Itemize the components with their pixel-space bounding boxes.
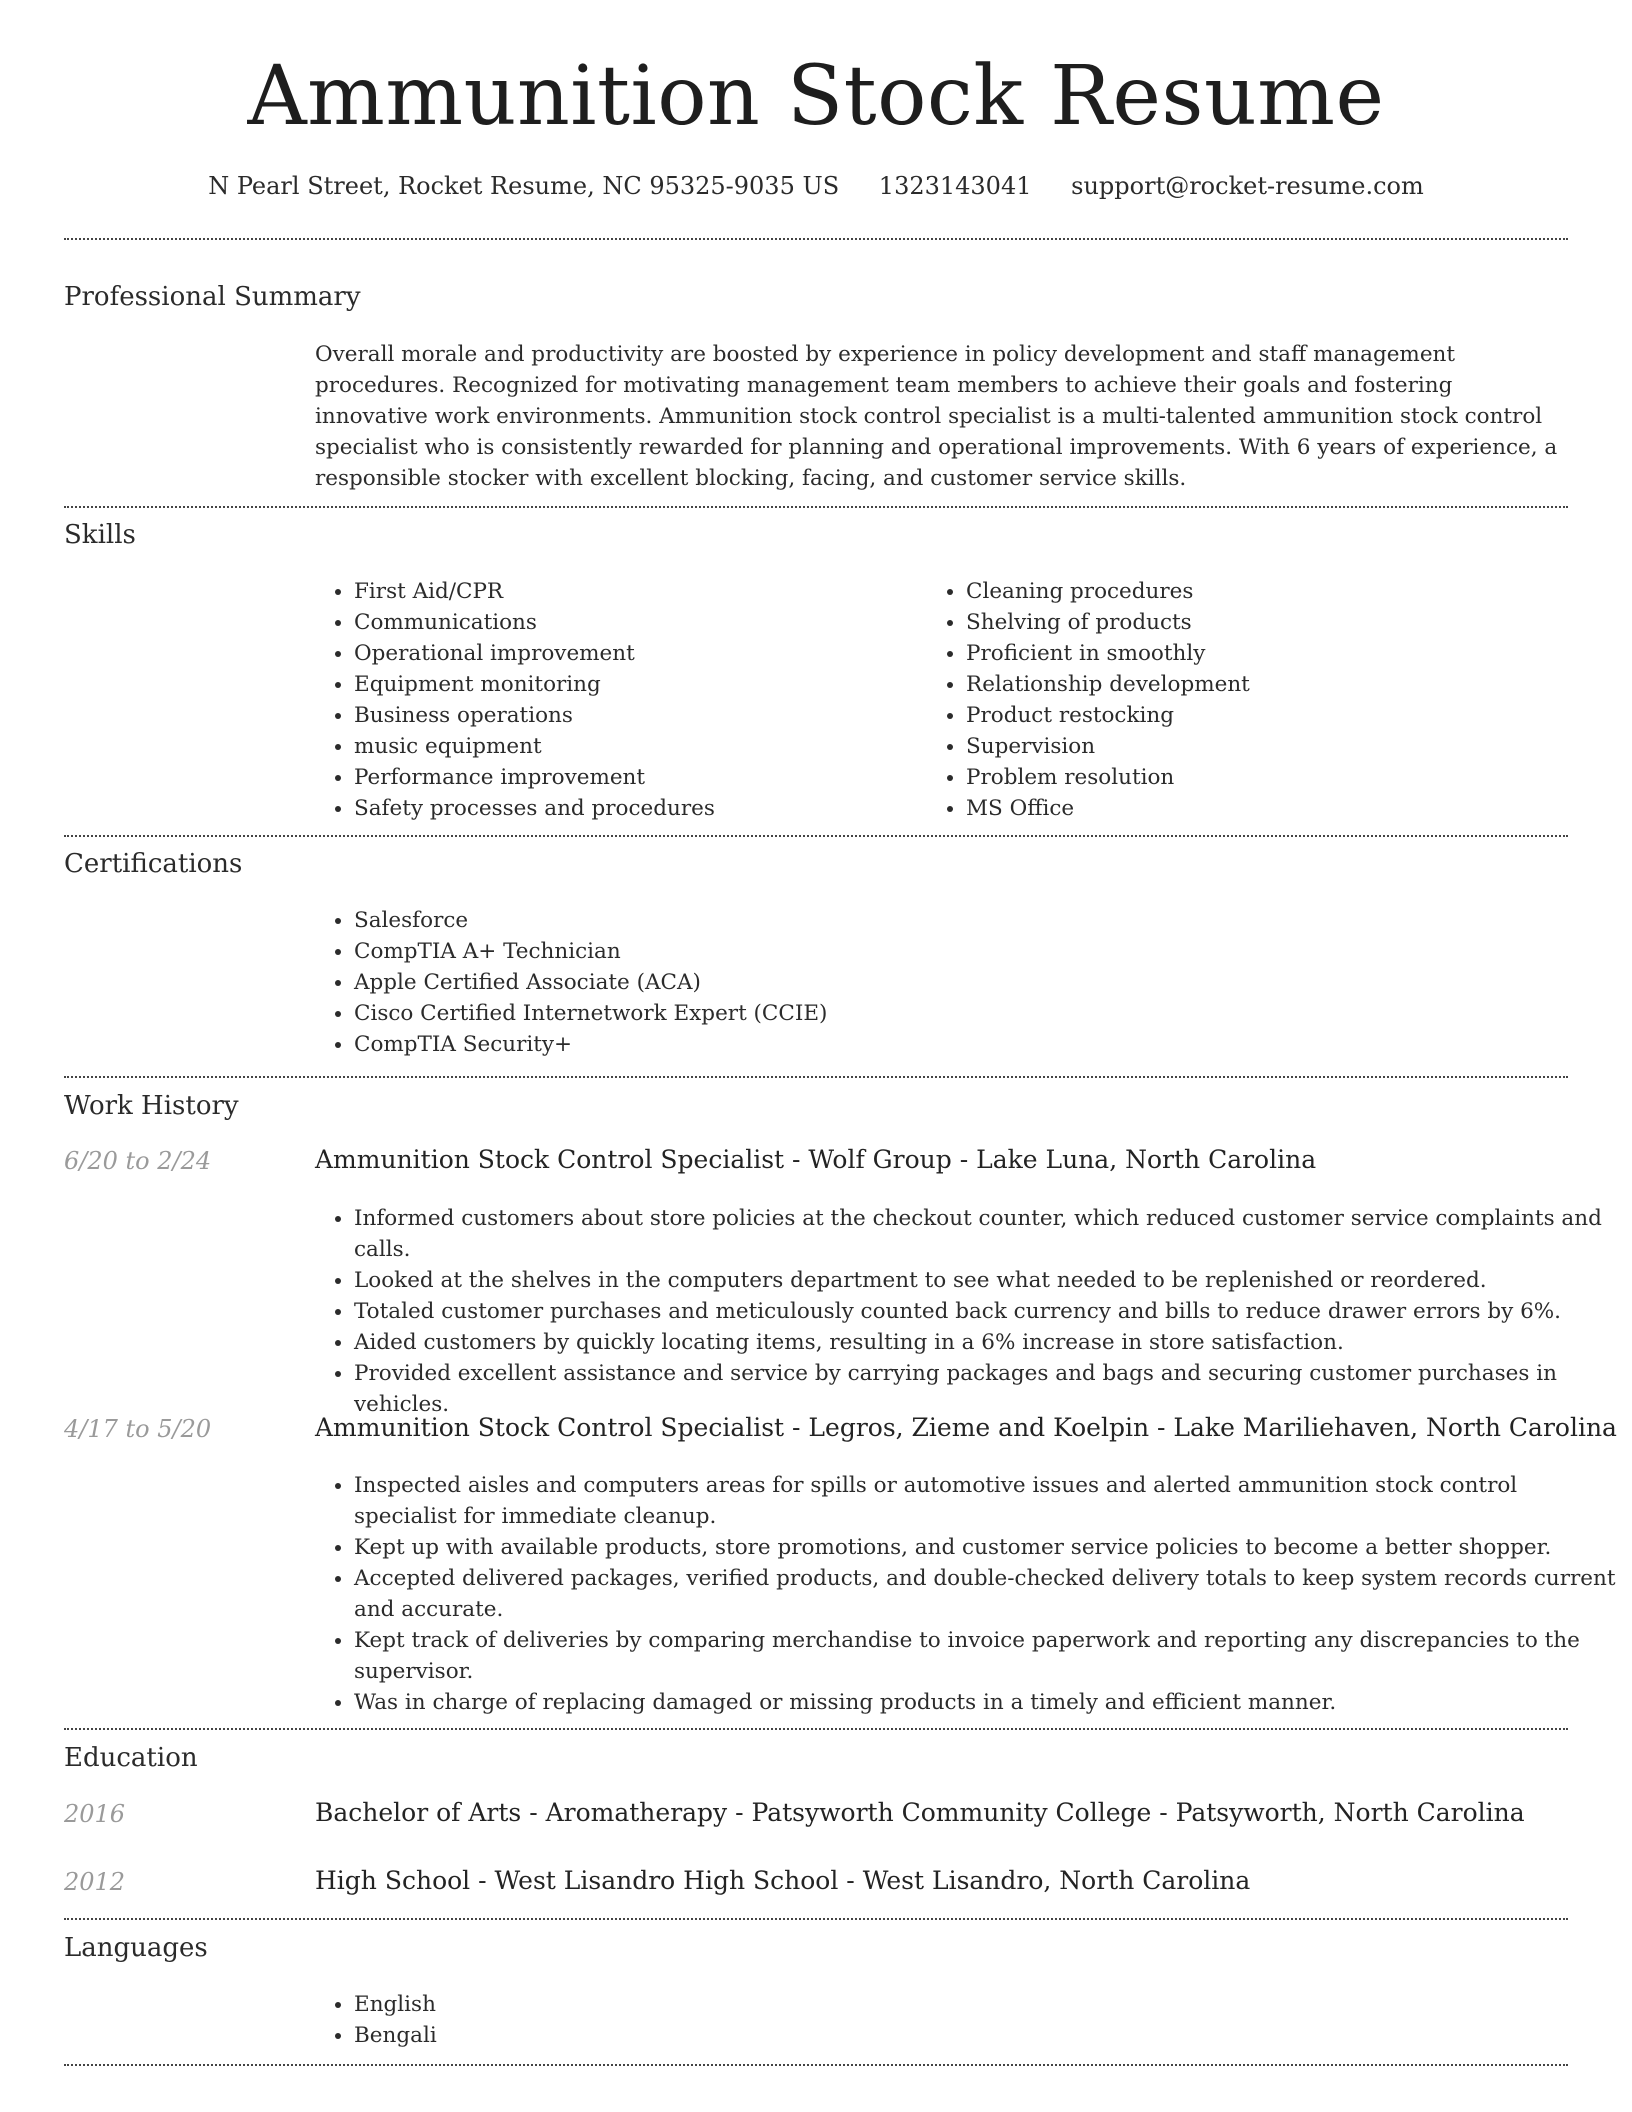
section-title-certifications: Certifications <box>64 849 243 879</box>
certification-item: • CompTIA Security+ <box>354 1029 1554 1060</box>
skill-item: • First Aid/CPR <box>354 576 914 607</box>
job-bullet: • Looked at the shelves in the computers department to see what needed to be replenished or reordered. <box>354 1265 1616 1296</box>
job-bullets <box>310 1203 1616 1420</box>
skill-item: • Supervision <box>966 731 1586 762</box>
certification-item: • Apple Certified Associate (ACA) <box>354 967 1554 998</box>
skill-item: • Shelving of products <box>966 607 1586 638</box>
resume-name: Ammunition Stock Resume <box>247 49 1385 144</box>
job-bullet: • Aided customers by quickly locating items, resulting in a 6% increase in store satisfaction. <box>354 1327 1616 1358</box>
language-item: • English <box>354 1989 954 2020</box>
job-bullet: • Kept track of deliveries by comparing merchandise to invoice paperwork and reporting any discrepancies to the supervisor. <box>354 1625 1616 1687</box>
job-bullet: • Provided excellent assistance and service by carrying packages and bags and securing customer purchases in vehicles. <box>354 1358 1616 1420</box>
job-bullet: • Inspected aisles and computers areas for spills or automotive issues and alerted ammunition stock control specialist for immediate cleanup. <box>354 1470 1616 1532</box>
skill-item: • Proficient in smoothly <box>966 638 1586 669</box>
job-heading: Ammunition Stock Control Specialist - Legros, Zieme and Koelpin - Lake Mariliehaven, North Carolina <box>315 1413 1617 1442</box>
divider <box>64 835 1568 837</box>
section-title-languages: Languages <box>64 1933 208 1963</box>
certification-item: • CompTIA A+ Technician <box>354 936 1554 967</box>
skill-item: • Safety processes and procedures <box>354 793 914 824</box>
skill-item: • Problem resolution <box>966 762 1586 793</box>
skill-item: • MS Office <box>966 793 1586 824</box>
job-bullets <box>310 1470 1616 1718</box>
section-title-summary: Professional Summary <box>64 282 361 312</box>
contact-address: N Pearl Street, Rocket Resume, NC 95325-9035 US <box>208 172 840 201</box>
skills-list-left <box>310 576 914 824</box>
section-title-work-history: Work History <box>64 1091 239 1121</box>
skill-item: • Relationship development <box>966 669 1586 700</box>
language-item: • Bengali <box>354 2020 954 2051</box>
resume-header <box>0 0 1632 200</box>
education-year: 2012 <box>64 1868 126 1896</box>
job-dates: 6/20 to 2/24 <box>64 1147 212 1175</box>
skill-item: • Performance improvement <box>354 762 914 793</box>
divider <box>64 238 1568 240</box>
contact-email: support@rocket-resume.com <box>1071 172 1424 201</box>
divider <box>64 1076 1568 1078</box>
job-bullet: • Informed customers about store policies at the checkout counter, which reduced customer service complaints and calls. <box>354 1203 1616 1265</box>
job-heading: Ammunition Stock Control Specialist - Wolf Group - Lake Luna, North Carolina <box>315 1145 1317 1174</box>
skill-item: • Cleaning procedures <box>966 576 1586 607</box>
skills-list-right <box>922 576 1586 824</box>
divider <box>64 2064 1568 2066</box>
section-title-skills: Skills <box>64 520 136 550</box>
job-bullet: • Totaled customer purchases and meticulously counted back currency and bills to reduce drawer errors by 6%. <box>354 1296 1616 1327</box>
skill-item: • Business operations <box>354 700 914 731</box>
skill-item: • Communications <box>354 607 914 638</box>
contact-line <box>0 172 1632 200</box>
job-dates: 4/17 to 5/20 <box>64 1415 212 1443</box>
divider <box>64 1918 1568 1920</box>
divider <box>64 1728 1568 1730</box>
skill-item: • Operational improvement <box>354 638 914 669</box>
certification-item: • Cisco Certified Internetwork Expert (CCIE) <box>354 998 1554 1029</box>
summary-text: Overall morale and productivity are boosted by experience in policy development and staff management procedures. Recognized for motivating management team members to achieve their goals and fostering innovative work environments. Ammunition stock control specialist is a multi-talented ammunition stock control specialist who is consistently rewarded for planning and operational improvements. With 6 years of experience, a responsible stocker with excellent blocking, facing, and customer service skills. <box>315 342 1558 491</box>
job-bullet: • Was in charge of replacing damaged or missing products in a timely and efficient manner. <box>354 1687 1616 1718</box>
education-entry: High School - West Lisandro High School - West Lisandro, North Carolina <box>315 1866 1251 1895</box>
certification-item: • Salesforce <box>354 905 1554 936</box>
skill-item: • music equipment <box>354 731 914 762</box>
education-entry: Bachelor of Arts - Aromatherapy - Patsyworth Community College - Patsyworth, North Carolina <box>315 1798 1525 1827</box>
skill-item: • Product restocking <box>966 700 1586 731</box>
divider <box>64 506 1568 508</box>
certifications-list <box>310 905 1554 1060</box>
skill-item: • Equipment monitoring <box>354 669 914 700</box>
job-bullet: • Accepted delivered packages, verified products, and double-checked delivery totals to keep system records current and accurate. <box>354 1563 1616 1625</box>
job-bullet: • Kept up with available products, store promotions, and customer service policies to become a better shopper. <box>354 1532 1616 1563</box>
languages-list <box>310 1989 954 2051</box>
contact-phone: 1323143041 <box>878 172 1032 201</box>
section-title-education: Education <box>64 1743 198 1773</box>
education-year: 2016 <box>64 1800 126 1828</box>
